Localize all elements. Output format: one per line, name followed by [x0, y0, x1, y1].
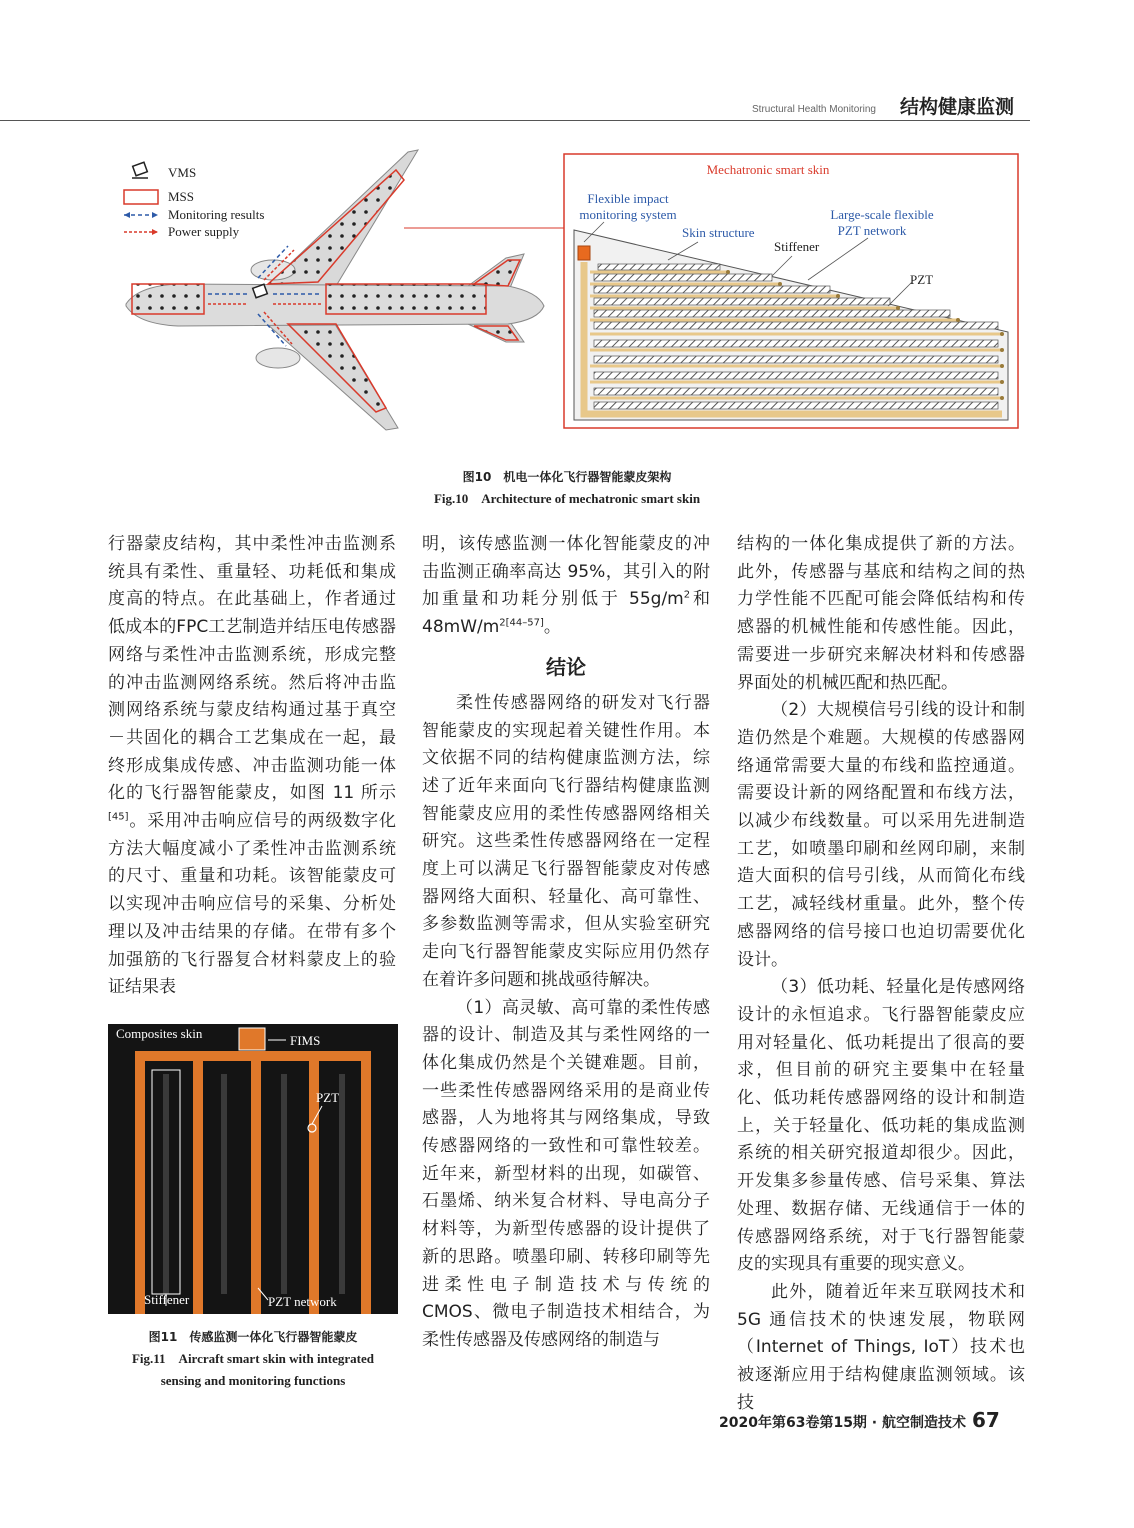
label-pzt-net-1: Large-scale flexible: [830, 207, 934, 222]
col3-paragraph-4: 此外，随着近年来互联网技术和 5G 通信技术的快速发展，物联网（Internet of Things, IoT）技术也被逐渐应用于结构健康监测领域。该技: [737, 1281, 1025, 1413]
figure-10-caption: [380, 466, 754, 510]
column-1: [108, 531, 396, 1002]
col3-paragraph-1: 结构的一体化集成提供了新的方法。此外，传感器与基底和结构之间的热力学性能不匹配可能会降低结构和传感器的机械性能和传感性能。因此，需要进一步研究来解决材料和传感器界面处的机械匹配和热匹配。: [737, 534, 1025, 693]
col2-paragraph-1: [422, 531, 710, 642]
inset-title: Mechatronic smart skin: [706, 162, 830, 177]
fig11-label-fims: FIMS: [290, 1033, 321, 1048]
fig11-label-stiffener: Stiffener: [144, 1292, 190, 1307]
label-stiffener: Stiffener: [774, 239, 820, 254]
col1-paragraph: [108, 531, 396, 1002]
fig10-caption-cn: 图10 机电一体化飞行器智能蒙皮架构: [462, 470, 672, 484]
label-pzt: PZT: [910, 272, 934, 287]
label-fims-1: Flexible impact: [587, 191, 669, 206]
figure-10: [108, 146, 1028, 436]
section-heading: 结论: [546, 654, 586, 679]
journal-name-en: Structural Health Monitoring: [752, 104, 876, 115]
label-fims-2: monitoring system: [579, 207, 677, 222]
fig10-legend: [124, 162, 264, 239]
col1-ref: [45]: [108, 811, 129, 823]
col1-text-b: 。采用冲击响应信号的两级数字化方法大幅度减小了柔性冲击监测系统的尺寸、重量和功耗。该智能蒙皮可以实现冲击响应信号的采集、分析处理以及冲击结果的存储。在带有多个加强筋的飞行器复合材料蒙皮上的验证结果表: [108, 811, 396, 998]
mss-swatch: [124, 190, 158, 204]
col2-text-a: 明，该传感监测一体化智能蒙皮的冲击监测正确率高达 95%，其引入的附加重量和功耗分别低于 55g/m: [422, 534, 710, 610]
page-footer: [719, 1408, 1000, 1432]
legend-vms: VMS: [168, 165, 197, 180]
page-number: 67: [972, 1408, 1000, 1432]
figure-11-caption: [108, 1326, 398, 1392]
col2-text-c: 。: [543, 617, 561, 638]
fig11-label-composites: Composites skin: [116, 1026, 203, 1041]
col2-sup-2: 2[44–57]: [499, 617, 544, 629]
section-title-cn: 结构健康监测: [900, 96, 1015, 118]
header-rule: [0, 120, 1030, 121]
fig11-caption-cn: 图11 传感监测一体化飞行器智能蒙皮: [148, 1330, 358, 1344]
fig10-caption-en: Fig.10 Architecture of mechatronic smart skin: [433, 491, 701, 506]
legend-monitoring: Monitoring results: [168, 207, 265, 222]
col2-text-b: 和 48mW/m: [422, 589, 710, 638]
fims-block: [578, 246, 590, 260]
column-3: [737, 531, 1025, 1418]
legend-power: Power supply: [168, 224, 240, 239]
col2-paragraph-3: （1）高灵敏、高可靠的柔性传感器的设计、制造及其与柔性网络的一体化集成仍然是个关键难题。目前，一些柔性传感器网络采用的是商业传感器，人为地将其与网络集成，导致传感器网络的一致性和可靠性较差。近年来，新型材料的出现，如碳管、石墨烯、纳米复合材料、导电高分子材料等，为新型传感器的设计提供了新的思路。喷墨印刷、转移印刷等先进柔性电子制造技术与传统的 CMOS、微电子制造技术相结合，为柔性传感器及传感网络的制造与: [422, 997, 710, 1350]
fig11-caption-en-1: Fig.11 Aircraft smart skin with integrated: [131, 1351, 375, 1366]
fig11-label-pzt: PZT: [316, 1090, 340, 1105]
smart-skin-inset: [564, 154, 1018, 428]
column-2: [422, 531, 710, 1355]
col3-paragraph-2: （2）大规模信号引线的设计和制造仍然是个难题。大规模的传感器网络通常需要大量的布线和监控通道。需要设计新的网络配置和布线方法，以减少布线数量。可以采用先进制造工艺，如喷墨印刷和丝网印刷，来制造大面积的信号引线，从而简化布线工艺，减轻线材重量。此外，整个传感器网络的信号接口也迫切需要优化设计。: [737, 700, 1025, 970]
legend-mss: MSS: [168, 189, 195, 204]
footer-issue: 2020年第63卷第15期 · 航空制造技术: [719, 1415, 966, 1431]
col1-text-a: 行器蒙皮结构，其中柔性冲击监测系统具有柔性、重量轻、功耗低和集成度高的特点。在此基础上，作者通过低成本的FPC工艺制造并结压电传感器网络与柔性冲击监测系统，形成完整的冲击监测网络系统。然后将冲击监测网络系统与蒙皮结构通过基于真空－共固化的耦合工艺集成在一起，最终形成集成传感、冲击监测功能一体化的飞行器智能蒙皮，如图 11 所示: [108, 534, 396, 804]
col2-sup-1: 2: [683, 589, 691, 601]
col3-paragraph-3: （3）低功耗、轻量化是传感网络设计的永恒追求。飞行器智能蒙皮应用对轻量化、低功耗提出了很高的要求，但目前的研究主要集中在轻量化、低功耗传感器网络的设计和制造上，关于轻量化、低功耗的集成监测系统的相关研究报道却很少。因此，开发集多参量传感、信号采集、算法处理、数据存储、无线通信于一体的传感器网络系统，对于飞行器智能蒙皮的实现具有重要的现实意义。: [737, 977, 1025, 1275]
label-pzt-net-2: PZT network: [837, 223, 907, 238]
fig11-caption-en-2: sensing and monitoring functions: [160, 1373, 346, 1388]
col2-paragraph-2: 柔性传感器网络的研发对飞行器智能蒙皮的实现起着关键性作用。本文依据不同的结构健康监测方法，综述了近年来面向飞行器结构健康监测智能蒙皮应用的柔性传感器网络相关研究。这些柔性传感器网络在一定程度上可以满足飞行器智能蒙皮对传感器网络大面积、轻量化、高可靠性、多参数监测等需求，但从实验室研究走向飞行器智能蒙皮实际应用仍然存在着许多问题和挑战亟待解决。: [422, 692, 710, 990]
vms-icon: [132, 162, 148, 178]
fig11-label-network: PZT network: [268, 1294, 337, 1309]
fims-module: [239, 1028, 265, 1050]
figure-11: [108, 1024, 398, 1314]
label-skin-structure: Skin structure: [682, 225, 755, 240]
